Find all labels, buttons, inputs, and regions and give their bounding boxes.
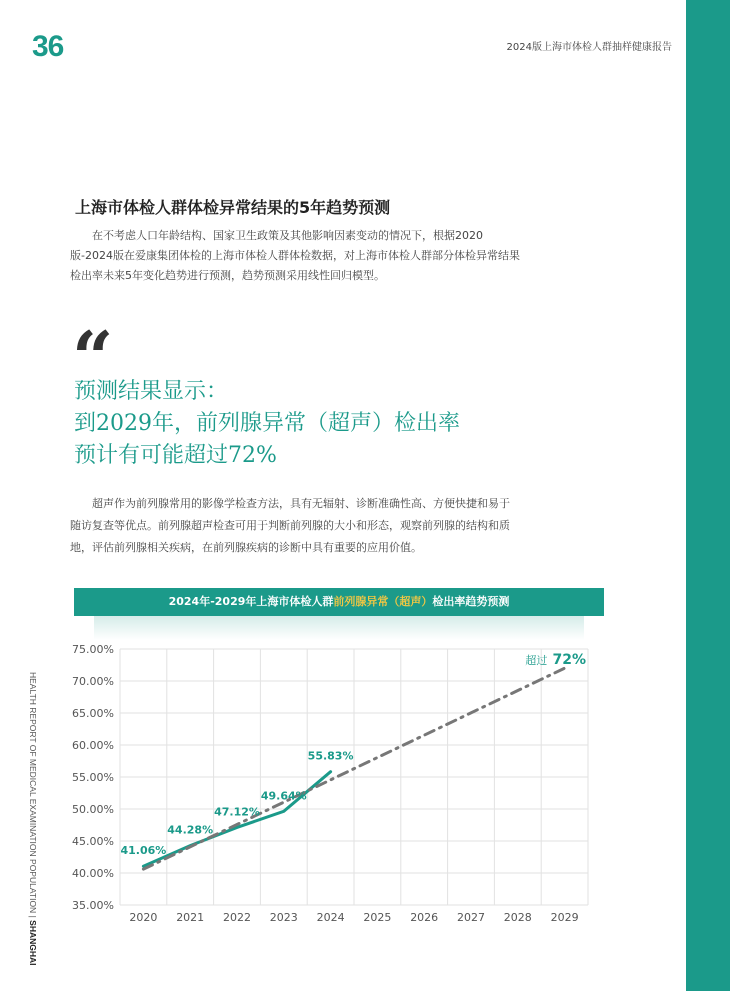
y-tick-label: 45.00% bbox=[72, 835, 114, 848]
chart-title-highlight: 前列腺异常（超声） bbox=[333, 595, 433, 608]
x-tick-label: 2028 bbox=[503, 911, 532, 924]
data-label: 49.64% bbox=[260, 789, 307, 803]
headline-line-3: 预计有可能超过72% bbox=[74, 443, 277, 468]
headline-line-1: 预测结果显示： bbox=[74, 379, 229, 404]
y-tick-label: 35.00% bbox=[72, 899, 114, 912]
data-label: 55.83% bbox=[307, 749, 354, 763]
side-label-divider: | bbox=[28, 915, 38, 918]
x-tick-label: 2027 bbox=[457, 911, 485, 924]
chart-title-prefix: 2024年-2029年上海市体检人群 bbox=[168, 595, 334, 608]
chart-grid bbox=[120, 649, 588, 905]
x-tick-label: 2022 bbox=[223, 911, 251, 924]
chart-title-suffix: 检出率趋势预测 bbox=[432, 595, 510, 608]
data-label: 47.12% bbox=[214, 805, 260, 819]
annotation-value: 72% bbox=[552, 652, 586, 669]
section-heading: 上海市体检人群体检异常结果的5年趋势预测 bbox=[75, 198, 391, 217]
annotation-prefix: 超过 bbox=[525, 654, 548, 668]
x-tick-label: 2029 bbox=[550, 911, 579, 924]
page-number: 36 bbox=[32, 30, 64, 63]
quote-mark-icon: “ bbox=[72, 315, 114, 400]
report-title: 2024版上海市体检人群抽样健康报告 bbox=[506, 42, 672, 53]
y-tick-label: 70.00% bbox=[72, 675, 114, 688]
x-tick-label: 2020 bbox=[129, 911, 158, 924]
body-paragraph: 超声作为前列腺常用的影像学检查方法，具有无辐射、诊断准确性高、方便快捷和易于随访复查等优点。前列腺超声检查可用于判断前列腺的大小和形态，观察前列腺的结构和质地，评估前列腺相关疾病，在前列腺疾病的诊断中具有重要的应用价值。 bbox=[70, 497, 510, 554]
y-tick-label: 75.00% bbox=[72, 643, 114, 656]
x-tick-label: 2026 bbox=[410, 911, 439, 924]
data-label: 44.28% bbox=[167, 823, 214, 837]
x-tick-label: 2024 bbox=[316, 911, 345, 924]
intro-paragraph: 在不考虑人口年龄结构、国家卫生政策及其他影响因素变动的情况下，根据2020版-2024版在爱康集团体检的上海市体检人群体检数据，对上海市体检人群部分体检异常结果检出率未来5年变化趋势进行预测，趋势预测采用线性回归模型。 bbox=[70, 229, 520, 282]
side-label-report: HEALTH REPORT OF MEDICAL EXAMINATION POPULATION bbox=[28, 672, 38, 914]
y-tick-label: 65.00% bbox=[72, 707, 114, 720]
side-label-city: SHANGHAI bbox=[28, 920, 38, 966]
y-tick-label: 40.00% bbox=[72, 867, 114, 880]
y-tick-label: 60.00% bbox=[72, 739, 114, 752]
y-axis bbox=[72, 643, 114, 912]
x-tick-label: 2023 bbox=[269, 911, 298, 924]
x-tick-label: 2025 bbox=[363, 911, 392, 924]
annotation-label bbox=[525, 649, 586, 668]
headline-line-2: 到2029年，前列腺异常（超声）检出率 bbox=[74, 411, 460, 436]
actual-rate-line bbox=[143, 772, 330, 867]
x-tick-label: 2021 bbox=[176, 911, 205, 924]
y-tick-label: 50.00% bbox=[72, 803, 114, 816]
data-label: 41.06% bbox=[120, 844, 167, 858]
x-axis bbox=[129, 911, 578, 924]
y-tick-label: 55.00% bbox=[72, 771, 114, 784]
